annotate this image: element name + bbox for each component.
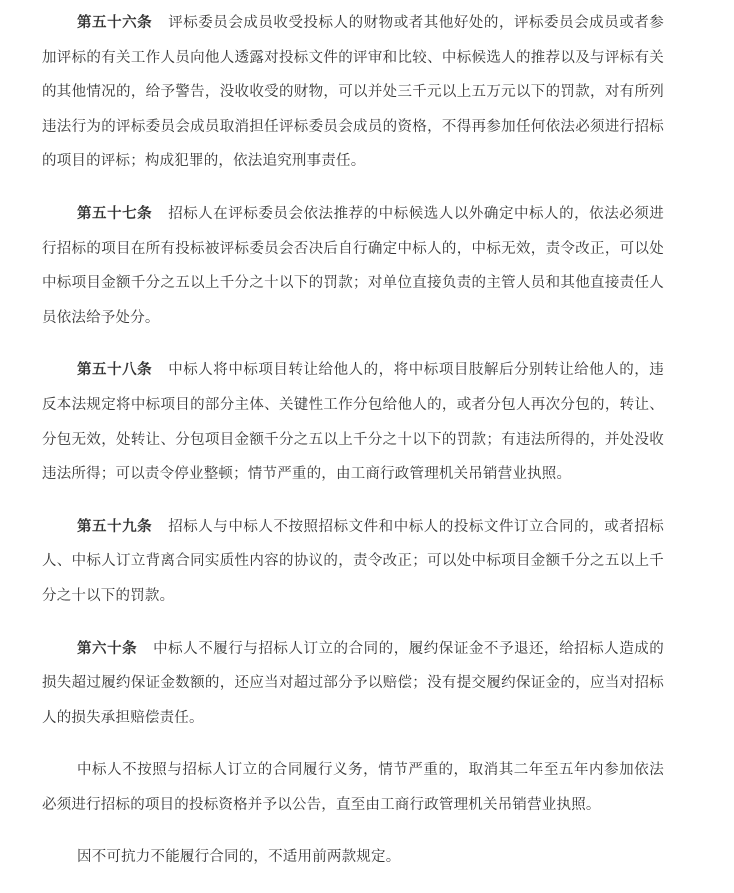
paragraph-force-majeure: 因不可抗力不能履行合同的，不适用前两款规定。	[77, 849, 401, 866]
article-text: 中标人不履行与招标人订立的合同的，履约保证金不予退还，给招标人造成的损失超过履约保证金数额的，还应当对超过部分予以赔偿；没有提交履约保证金的，应当对招标人的损失承担赔偿责任。	[42, 640, 664, 726]
article-number: 第六十条	[77, 640, 138, 657]
paragraph-breach-penalty: 中标人不按照与招标人订立的合同履行义务，情节严重的，取消其二年至五年内参加依法必须进行招标的项目的投标资格并予以公告，直至由工商行政管理机关吊销营业执照。	[42, 762, 664, 813]
article-text: 中标人将中标项目转让给他人的，将中标项目肢解后分别转让给他人的，违反本法规定将中标项目的部分主体、关键性工作分包给他人的，或者分包人再次分包的，转让、分包无效，处转让、分包项目金额千分之五以上千分之十以下的罚款；有违法所得的，并处没收违法所得；可以责令停业整顿；情节严重的，由工商行政管理机关吊销营业执照。	[42, 362, 665, 483]
article-number: 第五十九条	[77, 518, 153, 535]
article-56	[42, 6, 664, 179]
article-58	[42, 353, 664, 491]
article-60	[42, 632, 664, 736]
article-number: 第五十八条	[77, 362, 153, 379]
article-number: 第五十七条	[77, 205, 153, 222]
article-text: 招标人与中标人不按照招标文件和中标人的投标文件订立合同的，或者招标人、中标人订立背离合同实质性内容的协议的，责令改正；可以处中标项目金额千分之五以上千分之十以下的罚款。	[42, 518, 665, 604]
article-59	[42, 510, 664, 614]
document-body	[42, 6, 664, 893]
article-57	[42, 197, 664, 335]
article-text: 评标委员会成员收受投标人的财物或者其他好处的，评标委员会成员或者参加评标的有关工作人员向他人透露对投标文件的评审和比较、中标候选人的推荐以及与评标有关的其他情况的，给予警告，没收收受的财物，可以并处三千元以上五万元以下的罚款，对有所列违法行为的评标委员会成员取消担任评标委员会成员的资格，不得再参加任何依法必须进行招标的项目的评标；构成犯罪的，依法追究刑事责任。	[42, 15, 665, 170]
article-number: 第五十六条	[77, 15, 153, 31]
article-text: 招标人在评标委员会依法推荐的中标候选人以外确定中标人的，依法必须进行招标的项目在所有投标被评标委员会否决后自行确定中标人的，中标无效，责令改正，可以处中标项目金额千分之五以上千分之十以下的罚款；对单位直接负责的主管人员和其他直接责任人员依法给予处分。	[42, 205, 665, 326]
